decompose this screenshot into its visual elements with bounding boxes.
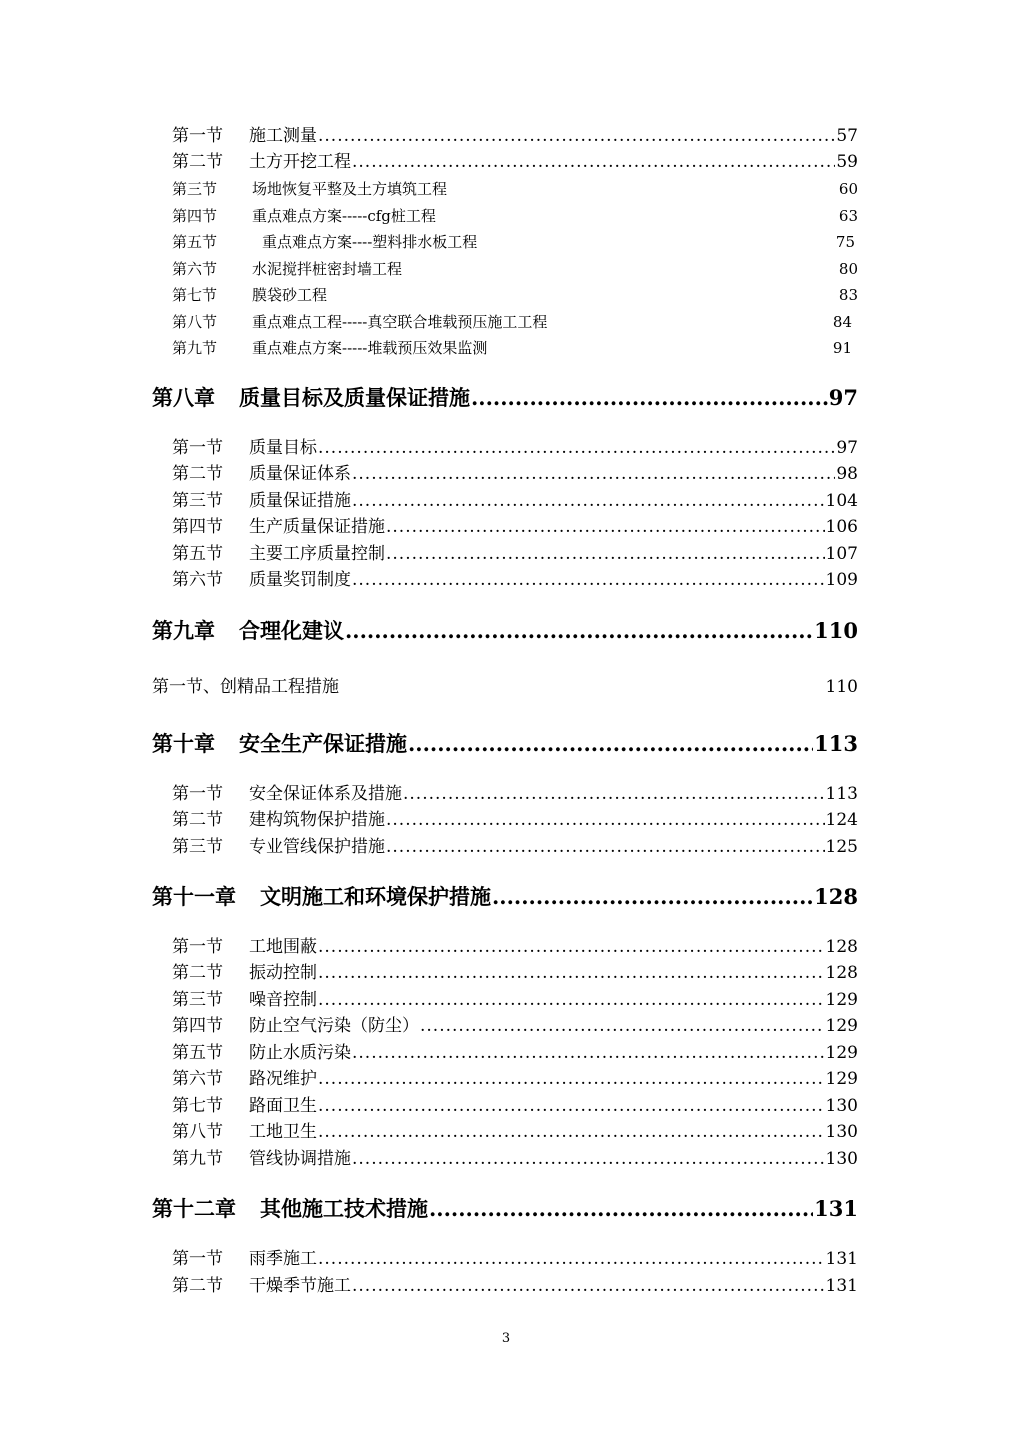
toc-section-line[interactable] [172,936,858,958]
section-page-number: 59 [836,152,858,172]
dot-leader [408,730,813,758]
section-title: 第一节、创精品工程措施 [152,677,339,697]
section-title: 生产质量保证措施 [249,517,385,537]
section-number: 第一节 [172,937,223,957]
toc-section-line[interactable] [172,1275,858,1297]
chapter-page-number: 131 [814,1196,858,1221]
toc-chapter-line[interactable] [152,1195,858,1223]
section-page-number: 98 [836,464,858,484]
toc-section-line[interactable] [172,284,858,306]
toc-section-line[interactable] [172,1015,858,1037]
chapter-number: 第十章 [152,731,215,756]
section-number: 第五节 [172,233,218,251]
dot-leader [386,516,825,538]
toc-section-line[interactable] [172,569,858,591]
section-number: 第七节 [172,1096,223,1116]
section-page-number: 128 [825,963,858,983]
section-title: 施工测量 [249,126,317,146]
chapter-page-number: 97 [828,385,858,410]
toc-section-line[interactable] [172,178,858,200]
toc-section-line[interactable] [172,151,858,173]
section-title: 雨季施工 [249,1249,317,1269]
dot-leader [318,1095,825,1117]
section-page-number: 130 [825,1149,858,1169]
section-page-number: 63 [838,207,858,225]
chapter-page-number: 110 [814,618,858,643]
section-title: 质量目标 [249,438,317,458]
dot-leader [386,836,825,858]
toc-chapter-line[interactable] [152,730,858,758]
section-title: 膜袋砂工程 [252,286,328,304]
section-number: 第六节 [172,260,218,278]
toc-section-line[interactable] [172,1148,858,1170]
dot-leader [352,151,835,173]
toc-section-line[interactable] [172,258,858,280]
section-number: 第九节 [172,339,218,357]
section-page-number: 130 [825,1122,858,1142]
section-number: 第三节 [172,990,223,1010]
section-title: 噪音控制 [249,990,317,1010]
toc-section-line[interactable] [172,1248,858,1270]
section-number: 第三节 [172,180,218,198]
section-number: 第八节 [172,313,218,331]
chapter-number: 第十二章 [152,1196,236,1221]
section-title: 干燥季节施工 [249,1276,351,1296]
section-title: 路况维护 [249,1069,317,1089]
dot-leader [386,809,825,831]
section-number: 第一节 [172,784,223,804]
section-title: 安全保证体系及措施 [249,784,402,804]
toc-chapter-line[interactable] [152,883,858,911]
section-title: 重点难点工程-----真空联合堆载预压施工工程 [252,313,548,331]
section-title: 防止水质污染 [249,1043,351,1063]
toc-section-line[interactable] [172,437,858,459]
section-page-number: 124 [825,810,858,830]
section-title: 主要工序质量控制 [249,544,385,564]
section-page-number: 113 [825,784,858,804]
section-title: 质量奖罚制度 [249,570,351,590]
section-number: 第五节 [172,544,223,564]
section-page-number: 125 [825,837,858,857]
toc-section-line[interactable] [172,962,858,984]
dot-leader [352,1148,825,1170]
section-number: 第六节 [172,570,223,590]
toc-section-line[interactable] [172,516,858,538]
page-number-footer: 3 [501,1331,511,1346]
section-title: 重点难点方案-----cfg桩工程 [252,207,436,225]
toc-section-line[interactable] [172,1042,858,1064]
section-page-number: 80 [838,260,858,278]
section-page-number: 57 [836,126,858,146]
section-number: 第二节 [172,152,223,172]
section-number: 第一节 [172,126,223,146]
chapter-page-number: 113 [814,731,858,756]
dot-leader [352,1275,825,1297]
toc-section-line[interactable] [172,1121,858,1143]
section-number: 第五节 [172,1043,223,1063]
section-page-number: 131 [825,1276,858,1296]
dot-leader [429,1195,813,1223]
section-number: 第七节 [172,286,218,304]
chapter-number: 第八章 [152,385,215,410]
section-number: 第四节 [172,517,223,537]
section-title: 振动控制 [249,963,317,983]
dot-leader [386,543,825,565]
section-page-number: 131 [825,1249,858,1269]
toc-chapter-line[interactable] [152,384,858,412]
dot-leader [492,883,813,911]
section-number: 第二节 [172,963,223,983]
section-number: 第三节 [172,837,223,857]
toc-section-line[interactable] [172,125,858,147]
section-page-number: 107 [825,544,858,564]
section-page-number: 129 [825,1016,858,1036]
toc-section-line[interactable] [172,311,858,333]
toc-section-line[interactable] [172,989,858,1011]
dot-leader [403,783,825,805]
section-page-number: 109 [825,570,858,590]
toc-section-line[interactable] [172,783,858,805]
dot-leader [318,125,835,147]
toc-section-line[interactable] [172,463,858,485]
toc-section-line[interactable] [172,231,858,253]
dot-leader [318,437,835,459]
section-page-number: 110 [825,677,858,697]
chapter-title: 其他施工技术措施 [260,1196,428,1221]
dot-leader [318,1068,825,1090]
toc-section-line[interactable] [172,490,858,512]
chapter-title: 安全生产保证措施 [239,731,407,756]
section-page-number: 60 [838,180,858,198]
dot-leader [318,989,825,1011]
section-number: 第四节 [172,207,218,225]
section-number: 第六节 [172,1069,223,1089]
section-page-number: 129 [825,1043,858,1063]
chapter-number: 第九章 [152,618,215,643]
toc-section-line[interactable] [172,337,858,359]
section-number: 第三节 [172,491,223,511]
section-title: 建构筑物保护措施 [249,810,385,830]
toc-section-line[interactable] [152,676,858,698]
toc-section-line[interactable] [172,1095,858,1117]
dot-leader [420,1015,825,1037]
section-number: 第一节 [172,438,223,458]
section-title: 场地恢复平整及土方填筑工程 [252,180,448,198]
section-title: 路面卫生 [249,1096,317,1116]
section-page-number: 84 [832,313,852,331]
dot-leader [318,1121,825,1143]
section-number: 第二节 [172,1276,223,1296]
dot-leader [471,384,828,412]
section-number: 第一节 [172,1249,223,1269]
section-page-number: 104 [825,491,858,511]
section-title: 专业管线保护措施 [249,837,385,857]
section-number: 第二节 [172,810,223,830]
section-number: 第二节 [172,464,223,484]
toc-section-line[interactable] [172,1068,858,1090]
chapter-number: 第十一章 [152,884,236,909]
section-title: 土方开挖工程 [249,152,351,172]
dot-leader [318,962,825,984]
section-page-number: 75 [835,233,855,251]
section-title: 重点难点方案-----堆载预压效果监测 [252,339,488,357]
chapter-title: 文明施工和环境保护措施 [260,884,491,909]
section-page-number: 91 [832,339,852,357]
section-title: 重点难点方案----塑料排水板工程 [262,233,478,251]
section-number: 第九节 [172,1149,223,1169]
dot-leader [352,490,825,512]
section-title: 防止空气污染（防尘） [249,1016,419,1036]
section-number: 第四节 [172,1016,223,1036]
section-title: 水泥搅拌桩密封墙工程 [252,260,403,278]
dot-leader [345,617,813,645]
section-page-number: 129 [825,1069,858,1089]
section-title: 质量保证体系 [249,464,351,484]
section-page-number: 97 [836,438,858,458]
section-title: 管线协调措施 [249,1149,351,1169]
dot-leader [352,569,825,591]
toc-chapter-line[interactable] [152,617,858,645]
section-number: 第八节 [172,1122,223,1142]
chapter-page-number: 128 [814,884,858,909]
toc-section-line[interactable] [172,836,858,858]
section-title: 工地围蔽 [249,937,317,957]
section-title: 工地卫生 [249,1122,317,1142]
chapter-title: 合理化建议 [239,618,344,643]
section-title: 质量保证措施 [249,491,351,511]
chapter-title: 质量目标及质量保证措施 [239,385,470,410]
dot-leader [352,1042,825,1064]
section-page-number: 106 [825,517,858,537]
dot-leader [318,936,825,958]
section-page-number: 128 [825,937,858,957]
dot-leader [352,463,835,485]
section-page-number: 130 [825,1096,858,1116]
toc-section-line[interactable] [172,205,858,227]
section-page-number: 129 [825,990,858,1010]
toc-section-line[interactable] [172,543,858,565]
dot-leader [318,1248,825,1270]
toc-section-line[interactable] [172,809,858,831]
section-page-number: 83 [838,286,858,304]
